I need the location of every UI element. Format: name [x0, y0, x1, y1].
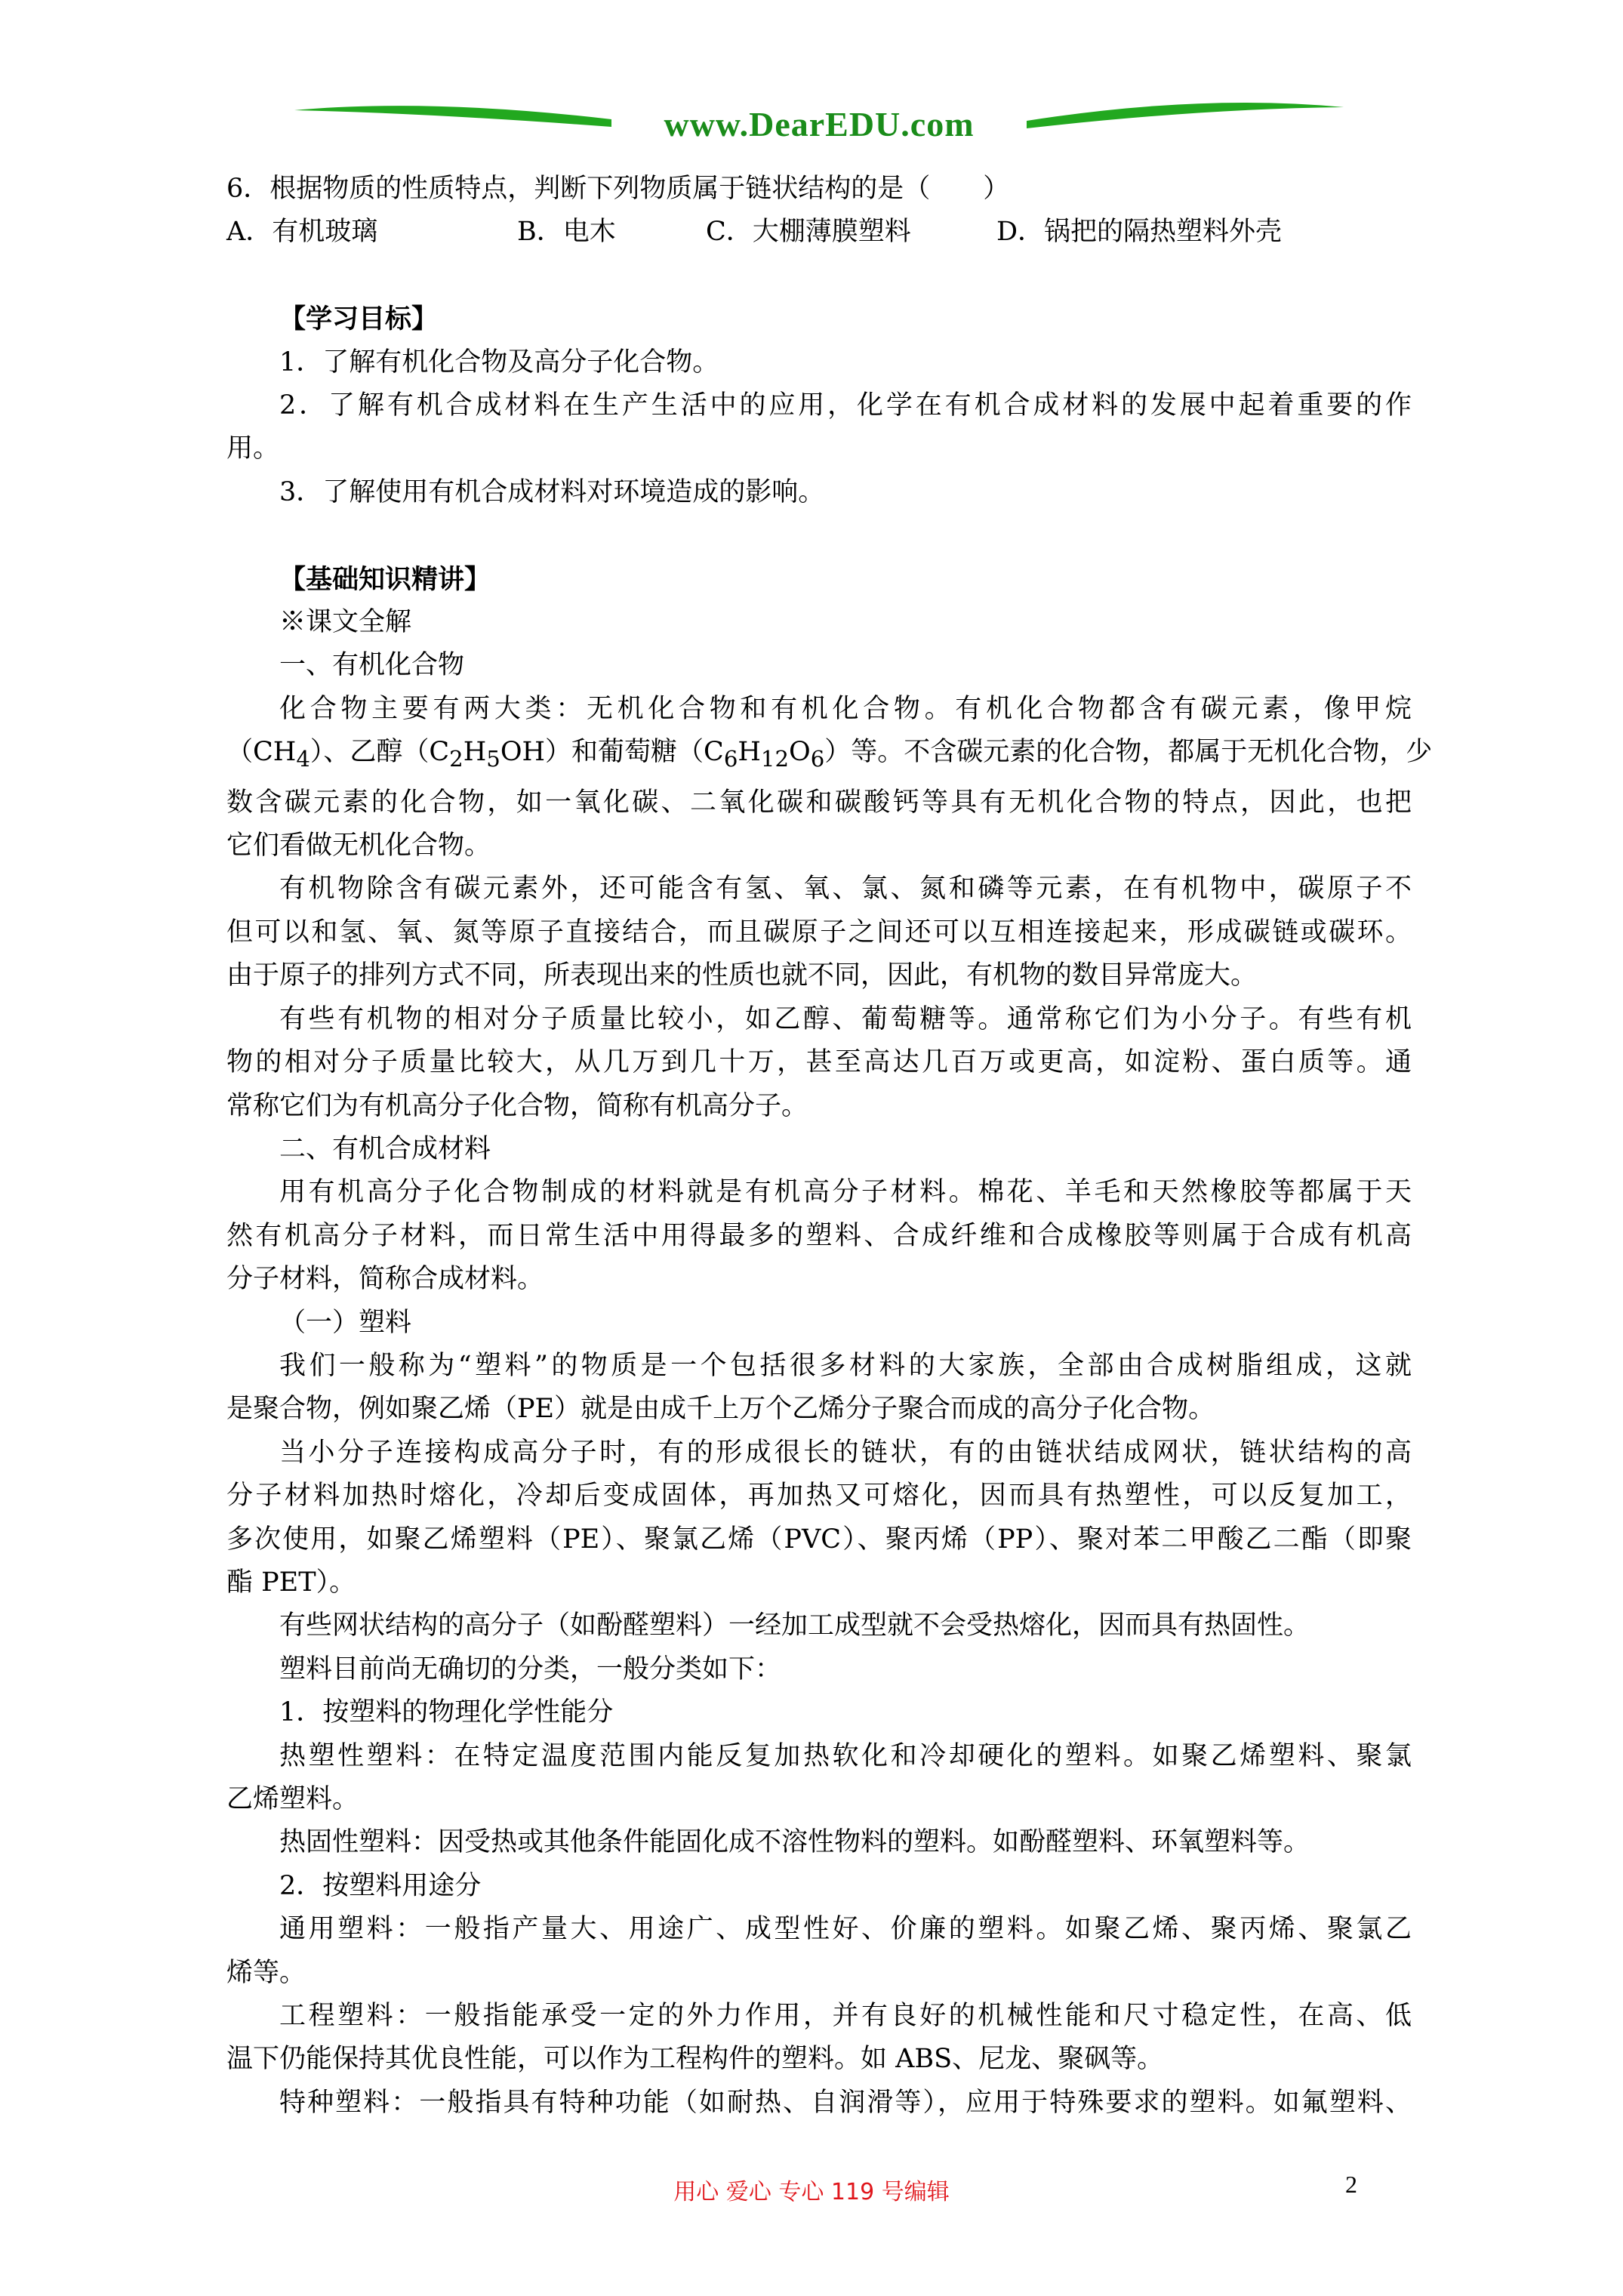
- classification-title: 1．按塑料的物理化学性能分: [279, 1697, 614, 1728]
- knowledge-heading: 【基础知识精讲】: [279, 563, 491, 595]
- paragraph-line: 有些有机物的相对分子质量比较小，如乙醇、葡萄糖等。通常称它们为小分子。有些有机: [279, 1003, 1412, 1034]
- question-options: [226, 211, 1412, 254]
- paragraph-line: 酯 PET）。: [226, 1567, 356, 1598]
- paragraph-line: 分子材料，简称合成材料。: [226, 1264, 544, 1295]
- section-title: 二、有机合成材料: [279, 1133, 491, 1164]
- paragraph-line: 化合物主要有两大类：无机化合物和有机化合物。有机化合物都含有碳元素，像甲烷: [279, 693, 1412, 724]
- option-b: B．电木: [517, 217, 616, 248]
- site-header-banner: [294, 91, 1344, 151]
- subsection-label: ※课文全解: [279, 607, 412, 638]
- paragraph-line-formulas: $(CH_4)$、乙醇$(C_2H_5OH)$和葡萄糖$(C_6H_{12}O_6)$等。不含碳元素的化合物，都属于无机化合物，少: [226, 737, 1433, 772]
- paragraph-line: 然有机高分子材料，而日常生活中用得最多的塑料、合成纤维和合成橡胶等则属于合成有机高: [226, 1220, 1412, 1251]
- paragraph-line: 常称它们为有机高分子化合物，简称有机高分子。: [226, 1090, 808, 1121]
- paragraph-line: 物的相对分子质量比较大，从几万到几十万，甚至高达几百万或更高，如淀粉、蛋白质等。通: [226, 1047, 1412, 1078]
- paragraph-line: 通用塑料：一般指产量大、用途广、成型性好、价廉的塑料。如聚乙烯、聚丙烯、聚氯乙: [279, 1914, 1412, 1945]
- paragraph-line: 工程塑料：一般指能承受一定的外力作用，并有良好的机械性能和尺寸稳定性，在高、低: [279, 2001, 1412, 2032]
- paragraph-line: 数含碳元素的化合物，如一氧化碳、二氧化碳和碳酸钙等具有无机化合物的特点，因此，也把: [226, 787, 1412, 818]
- objective-item: 2．了解有机合成材料在生产生活中的应用，化学在有机合成材料的发展中起着重要的作: [279, 390, 1412, 421]
- paragraph-line: 热塑性塑料：在特定温度范围内能反复加热软化和冷却硬化的塑料。如聚乙烯塑料、聚氯: [279, 1740, 1412, 1771]
- paragraph-line: 由于原子的排列方式不同，所表现出来的性质也就不同，因此，有机物的数目异常庞大。: [226, 960, 1258, 991]
- subsection-title: （一）塑料: [279, 1307, 412, 1338]
- document-body: [226, 168, 1433, 2125]
- paragraph-line: 但可以和氢、氧、氮等原子直接结合，而且碳原子之间还可以互相连接起来，形成碳链或碳环。: [226, 917, 1412, 948]
- objective-item: 用。: [226, 433, 280, 464]
- paragraph-line: 有机物除含有碳元素外，还可能含有氢、氧、氯、氮和磷等元素，在有机物中，碳原子不: [279, 874, 1412, 905]
- option-c: C．大棚薄膜塑料: [706, 217, 911, 248]
- paragraph-line: 烯等。: [226, 1957, 306, 1988]
- footer-slogan: 用心 爱心 专心 119 号编辑: [673, 2179, 950, 2205]
- paragraph-line: 它们看做无机化合物。: [226, 831, 491, 861]
- paragraph-line: 热固性塑料：因受热或其他条件能固化成不溶性物料的塑料。如酚醛塑料、环氧塑料等。: [279, 1827, 1310, 1858]
- paragraph-line: 温下仍能保持其优良性能，可以作为工程构件的塑料。如 ABS、尼龙、聚砜等。: [226, 2044, 1164, 2075]
- paragraph-line: 塑料目前尚无确切的分类，一般分类如下：: [279, 1653, 782, 1684]
- paragraph-line: 用有机高分子化合物制成的材料就是有机高分子材料。棉花、羊毛和天然橡胶等都属于天: [279, 1177, 1412, 1208]
- paragraph-line: 乙烯塑料。: [226, 1784, 359, 1814]
- paragraph-line: 我们一般称为“塑料”的物质是一个包括很多材料的大家族，全部由合成树脂组成，这就: [279, 1350, 1412, 1381]
- objective-item: 3．了解使用有机合成材料对环境造成的影响。: [279, 476, 825, 507]
- paragraph-line: 多次使用，如聚乙烯塑料（PE）、聚氯乙烯（PVC）、聚丙烯（PP）、聚对苯二甲酸乙二酯（即聚: [226, 1524, 1412, 1555]
- paragraph-line: 是聚合物，例如聚乙烯（PE）就是由成千上万个乙烯分子聚合而成的高分子化合物。: [226, 1394, 1215, 1425]
- option-a: A．有机玻璃: [226, 217, 378, 248]
- objective-item: 1．了解有机化合物及高分子化合物。: [279, 347, 719, 378]
- site-url: www.DearEDU.com: [664, 105, 975, 143]
- paragraph-line: 分子材料加热时熔化，冷却后变成固体，再加热又可熔化，因而具有热塑性，可以反复加工，: [226, 1481, 1412, 1512]
- paragraph-line: 当小分子连接构成高分子时，有的形成很长的链状，有的由链状结成网状，链状结构的高: [279, 1437, 1412, 1468]
- objectives-heading: 【学习目标】: [279, 304, 439, 335]
- section-title: 一、有机化合物: [279, 650, 465, 681]
- option-d: D．锅把的隔热塑料外壳: [996, 217, 1283, 248]
- paragraph-line: 特种塑料：一般指具有特种功能（如耐热、自润滑等），应用于特殊要求的塑料。如氟塑料、: [279, 2087, 1412, 2118]
- question-stem: 6．根据物质的性质特点，判断下列物质属于链状结构的是（ ）: [226, 174, 1010, 204]
- paragraph-line: 有些网状结构的高分子（如酚醛塑料）一经加工成型就不会受热熔化，因而具有热固性。: [279, 1610, 1310, 1641]
- classification-title: 2．按塑料用途分: [279, 1870, 482, 1901]
- page-number: 2: [1345, 2171, 1357, 2198]
